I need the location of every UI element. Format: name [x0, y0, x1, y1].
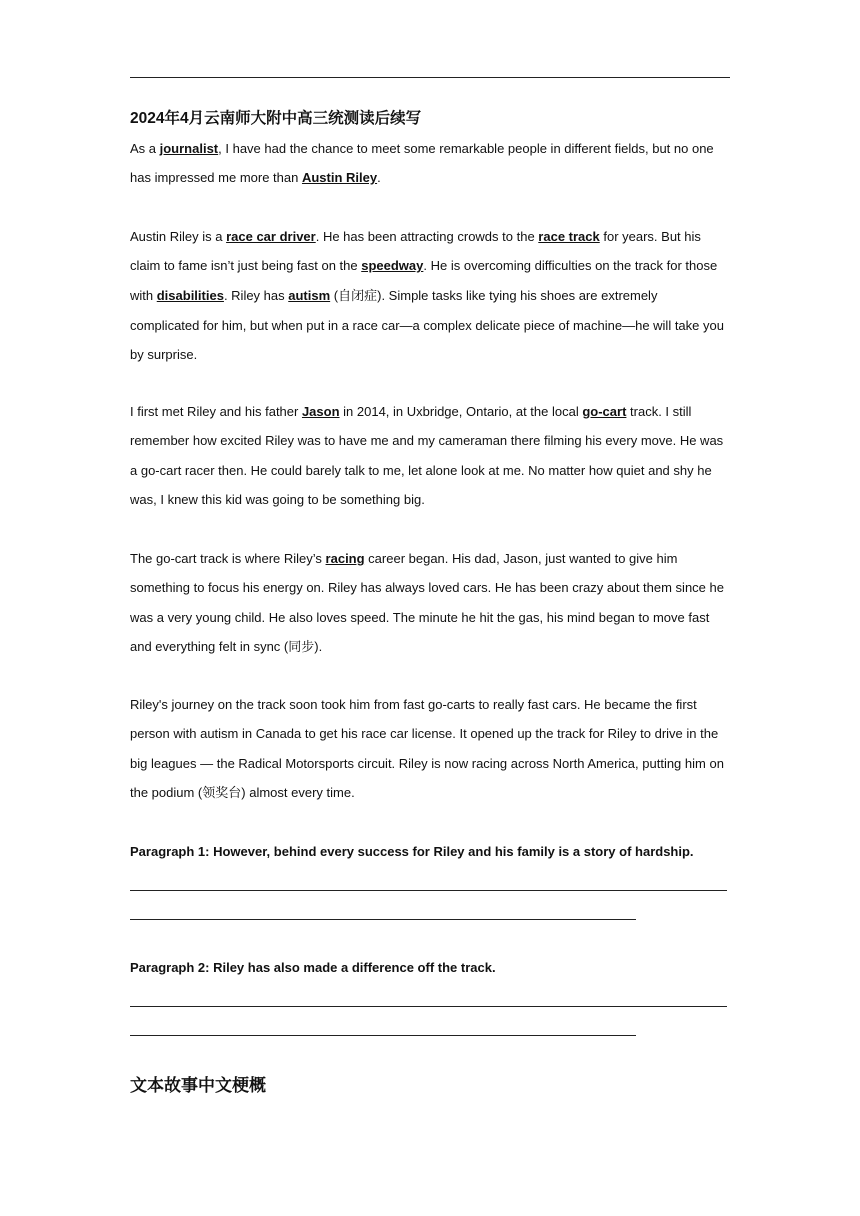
gloss-autism: 自闭症 — [338, 288, 378, 304]
passage-paragraph-5: Riley's journey on the track soon took him from fast go-carts to really fast cars. He became the first person with autism in Canada to get his race car license. It opened up the track for Riley to drive in the big leagues — the Radical Motorsports circuit. Riley is now racing across North America, putting him on the podium (领奖台) almost every time. — [130, 697, 724, 801]
header-rule — [130, 77, 730, 78]
passage-paragraph-3: I first met Riley and his father Jason in 2014, in Uxbridge, Ontario, at the local go-cart track. I still remember how excited Riley was to have me and my cameraman there filming his every move. He was a go-cart racer then. He could barely talk to me, let alone look at me. No matter how quiet and shy he was, I knew this kid was going to be something big. — [130, 404, 724, 507]
passage-paragraph-2: Austin Riley is a race car driver. He has been attracting crowds to the race track for years. But his claim to fame isn’t just being fast on the speedway. He is overcoming difficulties on the track for those with disabilities. Riley has autism (自闭症). Simple tasks like tying his shoes are extremely complicated for him, but when put in a race car—a complex delicate piece of machine—he will take you by surprise. — [130, 229, 724, 363]
keyword-disabilities: disabilities — [156, 287, 224, 303]
keyword-race-car-driver: race car driver — [226, 229, 316, 244]
passage-paragraph-1: As a journalist, I have had the chance to meet some remarkable people in different fields, but no one has impressed me more than Austin Riley. — [130, 141, 714, 186]
keyword-jason: Jason — [301, 404, 340, 419]
keyword-speedway: speedway — [361, 258, 424, 274]
keyword-journalist: journalist — [159, 141, 219, 156]
section-heading-chinese-summary: 文本故事中文梗概 — [130, 1076, 266, 1095]
keyword-race-track: race track — [538, 229, 600, 244]
keyword-racing: racing — [325, 551, 365, 566]
keyword-austin-riley: Austin Riley — [301, 170, 378, 186]
gloss-sync: 同步 — [288, 639, 315, 655]
passage-paragraph-4: The go-cart track is where Riley’s racing career began. His dad, Jason, just wanted to give him something to focus his energy on. Riley has always loved cars. He has been crazy about them since he was a very young child. He also loves speed. The minute he hit the gas, his mind began to move fast and everything felt in sync (同步). — [130, 551, 724, 655]
paragraph-2-answer-line-1[interactable] — [130, 1006, 727, 1007]
keyword-autism: autism — [288, 287, 331, 303]
paragraph-1-answer-line-2[interactable] — [130, 919, 636, 920]
paragraph-1-answer-line-1[interactable] — [130, 890, 727, 891]
paragraph-2-answer-line-2[interactable] — [130, 1035, 636, 1036]
document-title: 2024年4月云南师大附中高三统测读后续写 — [130, 110, 422, 127]
paragraph-1-prompt: Paragraph 1: However, behind every success for Riley and his family is a story of hardship. — [130, 844, 694, 859]
keyword-go-cart: go-cart — [582, 404, 627, 419]
paragraph-2-prompt: Paragraph 2: Riley has also made a difference off the track. — [130, 960, 496, 975]
gloss-podium: 领奖台 — [202, 785, 242, 801]
